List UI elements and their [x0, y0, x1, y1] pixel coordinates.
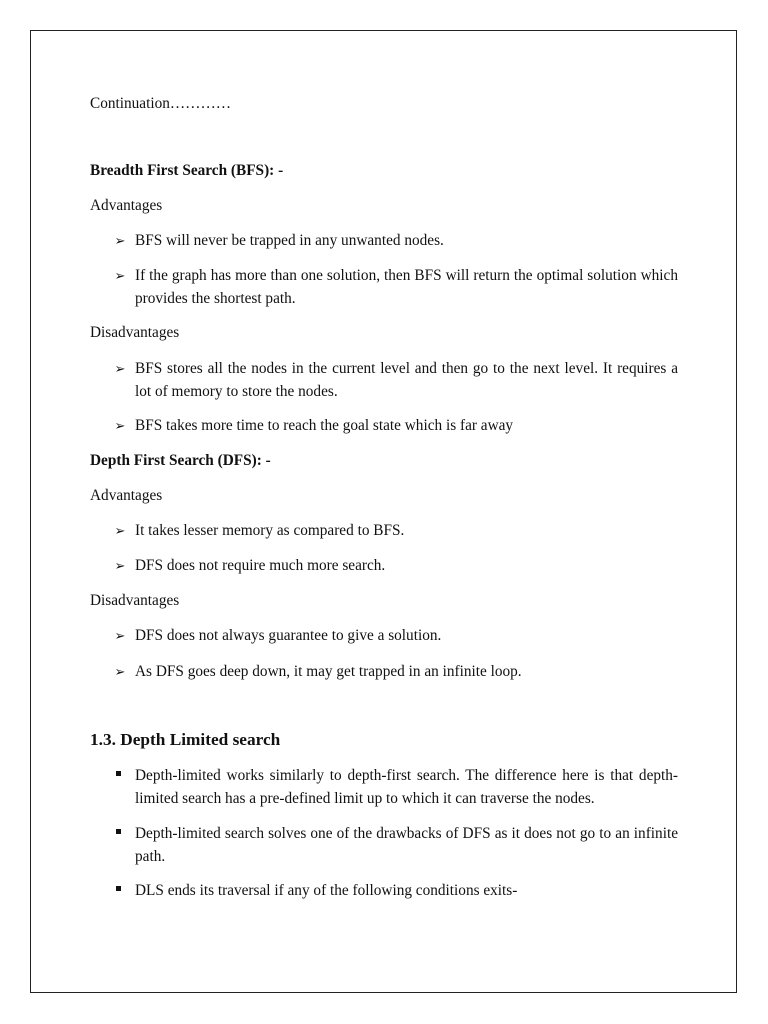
arrow-bullet-icon: ➢: [114, 233, 126, 248]
bfs-disadvantage-1: BFS stores all the nodes in the current level and then go to the next level. It requires a lot of memory to store the nodes.: [135, 360, 678, 400]
dls-point-2: Depth-limited search solves one of the drawbacks of DFS as it does not go to an infinite path.: [135, 825, 678, 865]
arrow-bullet-icon: ➢: [114, 268, 126, 283]
dfs-disadvantage-2: As DFS goes deep down, it may get trapped in an infinite loop.: [135, 663, 522, 680]
arrow-bullet-icon: ➢: [114, 418, 126, 433]
dls-point-3: DLS ends its traversal if any of the following conditions exits-: [135, 882, 518, 899]
bfs-advantages-label: Advantages: [90, 197, 163, 214]
square-bullet-icon: [116, 829, 121, 834]
dfs-disadvantage-1: DFS does not always guarantee to give a solution.: [135, 627, 442, 644]
dfs-disadvantages-label: Disadvantages: [90, 592, 180, 609]
arrow-bullet-icon: ➢: [114, 558, 126, 573]
dfs-advantages-label: Advantages: [90, 487, 163, 504]
arrow-bullet-icon: ➢: [114, 361, 126, 376]
dls-section-heading: 1.3. Depth Limited search: [90, 730, 281, 749]
arrow-bullet-icon: ➢: [114, 664, 126, 679]
bfs-heading: Breadth First Search (BFS): -: [90, 162, 284, 179]
dfs-advantage-1: It takes lesser memory as compared to BFS.: [135, 522, 405, 539]
square-bullet-icon: [116, 886, 121, 891]
bfs-advantage-1: BFS will never be trapped in any unwanted nodes.: [135, 232, 444, 249]
bfs-disadvantages-label: Disadvantages: [90, 324, 180, 341]
arrow-bullet-icon: ➢: [114, 628, 126, 643]
bfs-advantage-2: If the graph has more than one solution, then BFS will return the optimal solution which provides the shortest path.: [135, 267, 678, 307]
arrow-bullet-icon: ➢: [114, 523, 126, 538]
bfs-disadvantage-2: BFS takes more time to reach the goal state which is far away: [135, 417, 514, 434]
square-bullet-icon: [116, 771, 121, 776]
dls-point-1: Depth-limited works similarly to depth-first search. The difference here is that depth-limited search has a pre-defined limit up to which it can traverse the nodes.: [135, 767, 678, 807]
continuation-text: Continuation…………: [90, 95, 232, 112]
dfs-heading: Depth First Search (DFS): -: [90, 452, 271, 469]
dfs-advantage-2: DFS does not require much more search.: [135, 557, 386, 574]
